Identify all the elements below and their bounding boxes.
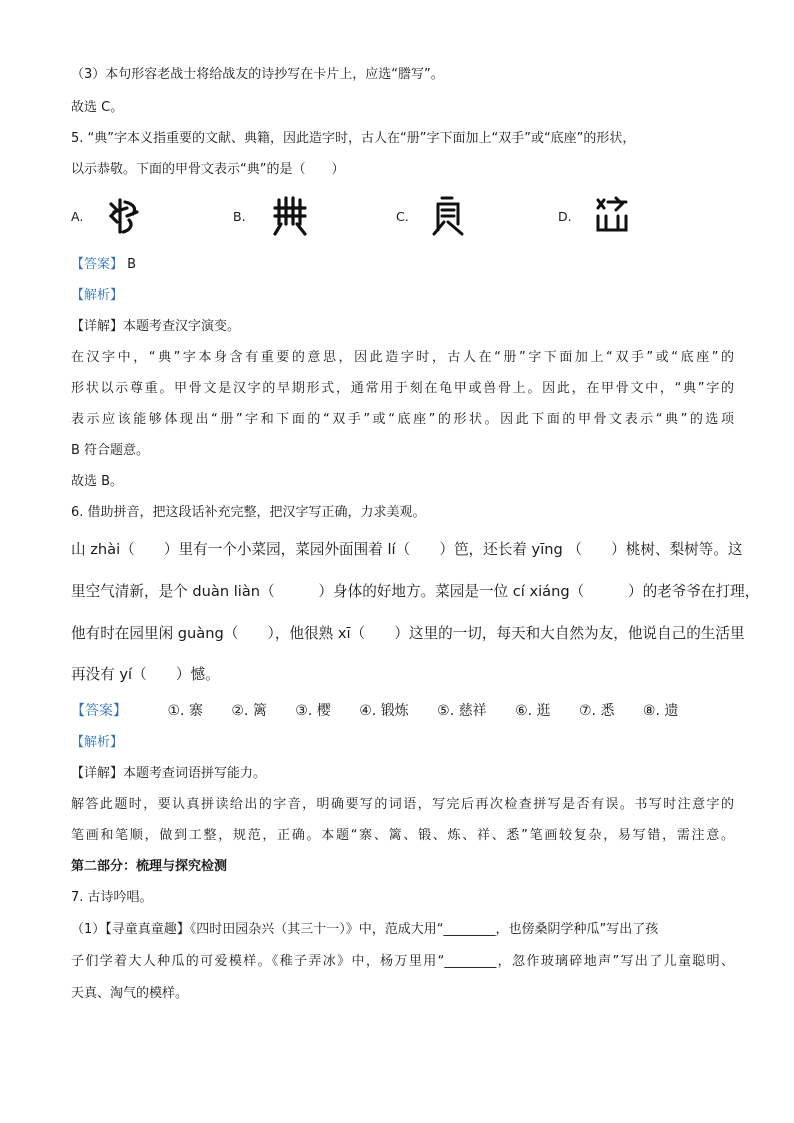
section-heading-part2: 第二部分：梳理与探究检测	[71, 859, 228, 874]
q5-stem-line1: 5. “典”字本义指重要的文献、典籍，因此造字时，古人在“册”字下面加上“双手”或“底座”的形状，	[71, 131, 636, 146]
answer-item-1: ①. 寨	[167, 703, 203, 719]
answer-tag: 【答案】	[71, 257, 124, 272]
answer-value: B	[127, 257, 137, 272]
answer-item-7: ⑦. 悉	[578, 703, 615, 719]
q7-part1-line3: 天真、淘气的模样。	[71, 986, 189, 1001]
answer-tag: 【答案】	[71, 703, 127, 719]
answer-item-4: ④. 锻炼	[359, 703, 409, 719]
q5-paragraph-line1: 在汉字中，“典”字本身含有重要的意思，因此造字时，古人在“册”字下面加上“双手”或“底座”的	[71, 350, 734, 365]
answer-item-8: ⑧. 遗	[642, 703, 679, 719]
option-d-letter: D.	[558, 209, 572, 224]
answer-item-3: ③. 樱	[295, 703, 331, 719]
q6-paragraph-line1: 解答此题时，要认真拼读给出的字音，明确要写的词语，写完后再次检查拼写是否有误。书写时注意字的	[71, 797, 734, 812]
oracle-glyph-b-icon	[269, 194, 313, 238]
q6-detail	[71, 765, 734, 783]
option-b-letter: B.	[233, 209, 246, 224]
option-a-letter: A.	[71, 209, 84, 224]
detail-text: 本题考查汉字演变。	[123, 319, 241, 334]
detail-text: 本题考查词语拼写能力。	[123, 766, 267, 781]
q6-analysis-tag: 【解析】	[71, 735, 124, 750]
answer-item-6: ⑥. 逛	[515, 703, 551, 719]
q6-passage-line4: 再没有 yí（ ）憾。	[71, 666, 220, 683]
q7-stem: 7. 古诗吟唱。	[71, 890, 153, 905]
q6-passage-line2: 里空气清新，是个 duàn liàn（ ）身体的好地方。菜园是一位 cí xiáng（ ）的老爷爷在打理，	[71, 583, 760, 600]
q7-part1-line2: 子们学着大人种瓜的可爱模样。《稚子弄冰》中，杨万里用“________，忽作玻璃碎地声”写出了儿童聪明、	[71, 954, 734, 969]
q6-answer	[71, 701, 734, 721]
q5-analysis-tag: 【解析】	[71, 288, 124, 303]
oracle-glyph-d-icon	[590, 194, 634, 238]
option-c-letter: C.	[396, 209, 409, 224]
q6-paragraph-line2: 笔画和笔顺，做到工整，规范，正确。本题“寨、篱、锻、炼、祥、悉”笔画较复杂，易写错，需注意。	[71, 828, 734, 843]
q6-stem: 6. 借助拼音，把这段话补充完整，把汉字写正确，力求美观。	[71, 505, 426, 520]
q5-answer	[71, 256, 734, 274]
q5-stem-line2: 以示恭敬。下面的甲骨文表示“典”的是（ ）	[71, 162, 345, 177]
q7-part1-line1: （1）【寻童真童趣】《四时田园杂兴（其三十一）》中，范成大用“________，也傍桑阴学种瓜”写出了孩	[71, 922, 659, 937]
oracle-glyph-c-icon	[426, 194, 470, 238]
q5-conclusion: 故选 B。	[71, 474, 124, 489]
answer-item-2: ②. 篱	[231, 703, 267, 719]
q5-paragraph-line3: 表示应该能够体现出“册”字和下面的“双手”或“底座”的形状。因此下面的甲骨文表示“典”的选项	[71, 412, 734, 427]
q5-options	[71, 192, 671, 242]
q5-paragraph-line4: B 符合题意。	[71, 443, 150, 458]
answer-item-5: ⑤. 慈祥	[437, 703, 487, 719]
q6-passage-line1: 山 zhài（ ）里有一个小菜园，菜园外面围着 lí（ ）笆，还长着 yīng （ ）桃树、梨树等。这	[71, 541, 743, 558]
q6-passage-line3: 他有时在园里闲 guàng（ ），他很熟 xī（ ）这里的一切，每天和大自然为友，他说自己的生活里	[71, 625, 745, 642]
q5-paragraph-line2: 形状以示尊重。甲骨文是汉字的早期形式，通常用于刻在龟甲或兽骨上。因此，在甲骨文中，“典”字的	[71, 381, 734, 396]
oracle-glyph-a-icon	[103, 194, 147, 238]
q5-detail	[71, 318, 734, 336]
q4-conclusion: 故选 C。	[71, 100, 124, 115]
detail-tag: 【详解】	[71, 766, 124, 781]
q4-part3-explanation: （3）本句形容老战士将给战友的诗抄写在卡片上，应选“謄写”。	[71, 67, 444, 82]
detail-tag: 【详解】	[71, 319, 124, 334]
q7-part1-tag: 【寻童真童趣】	[105, 922, 190, 937]
